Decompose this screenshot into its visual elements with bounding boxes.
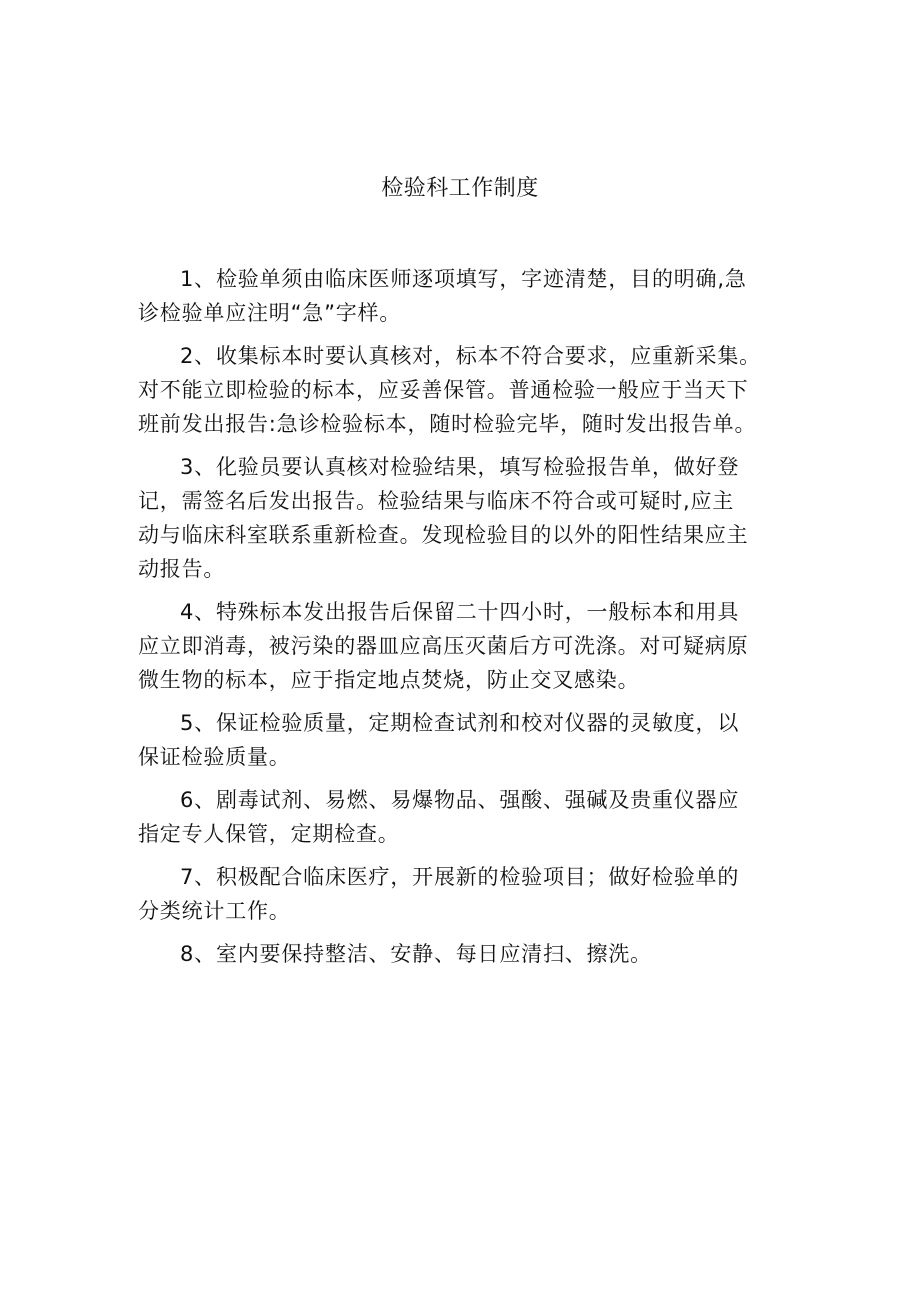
rule-line: 班前发出报告:急诊检验标本，随时检验完毕，随时发出报告单。 <box>138 412 757 436</box>
document-body <box>138 262 798 980</box>
rule-line: 4、特殊标本发出报告后保留二十四小时，一般标本和用具 <box>180 600 740 624</box>
rule-line: 分类统计工作。 <box>138 899 291 923</box>
rule-line: 动报告。 <box>138 557 226 581</box>
rule-line: 动与临床科室联系重新检查。发现检验目的以外的阳性结果应主 <box>138 523 749 547</box>
rule-paragraph <box>138 937 798 971</box>
rule-paragraph <box>138 783 798 851</box>
rule-line: 指定专人保管，定期检查。 <box>138 822 400 846</box>
rule-line: 2、收集标本时要认真核对，标本不符合要求，应重新采集。 <box>180 344 761 368</box>
rule-paragraph <box>138 706 798 774</box>
rule-line: 3、化验员要认真核对检验结果，填写检验报告单，做好登 <box>180 455 740 479</box>
rule-line: 诊检验单应注明“急”字样。 <box>138 301 402 325</box>
document-title: 检验科工作制度 <box>381 176 539 201</box>
rule-paragraph <box>138 262 798 330</box>
rule-paragraph <box>138 595 798 697</box>
rule-line: 应立即消毒，被污染的器皿应高压灭菌后方可洗涤。对可疑病原 <box>138 634 749 658</box>
rule-line: 微生物的标本，应于指定地点焚烧，防止交叉感染。 <box>138 668 640 692</box>
rule-line: 保证检验质量。 <box>138 745 291 769</box>
rule-paragraph <box>138 860 798 928</box>
rule-line: 7、积极配合临床医疗，开展新的检验项目；做好检验单的 <box>180 865 740 889</box>
rule-line: 5、保证检验质量，定期检查试剂和校对仪器的灵敏度，以 <box>180 711 740 735</box>
rule-line: 8、室内要保持整洁、安静、每日应清扫、擦洗。 <box>180 942 652 966</box>
rule-line: 对不能立即检验的标本，应妥善保管。普通检验一般应于当天下 <box>138 378 749 402</box>
rule-line: 6、剧毒试剂、易燃、易爆物品、强酸、强碱及贵重仪器应 <box>180 788 740 812</box>
rule-paragraph <box>138 339 798 441</box>
rule-line: 记，需签名后发出报告。检验结果与临床不符合或可疑时,应主 <box>138 489 735 513</box>
rule-line: 1、检验单须由临床医师逐项填写，字迹清楚，目的明确,急 <box>180 267 747 291</box>
rule-paragraph <box>138 450 798 586</box>
